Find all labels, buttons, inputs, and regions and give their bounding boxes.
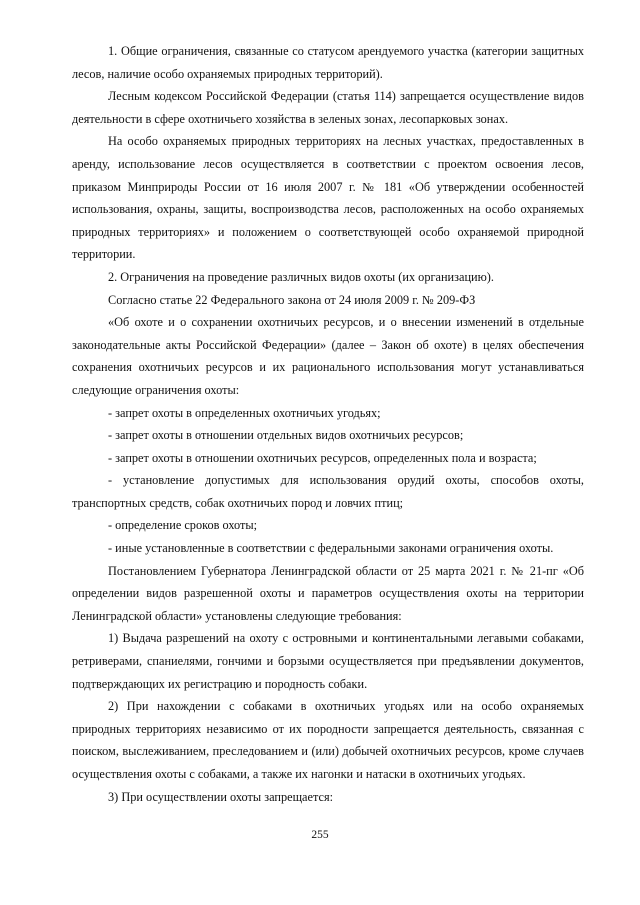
page-number: 255 bbox=[311, 829, 329, 841]
paragraph-forest-code: Лесным кодексом Российской Федерации (статья 114) запрещается осуществление видов деятельности в сфере охотничьего хозяйства в зеленых зонах, лесопарковых зонах. bbox=[72, 89, 584, 126]
list-item: - определение сроков охоты; bbox=[108, 518, 258, 533]
paragraph-requirement-3: 3) При осуществлении охоты запрещается: bbox=[108, 789, 334, 804]
paragraph-governor-decree: Постановлением Губернатора Ленинградской области от 25 марта 2021 г. № 21-пг «Об определении видов разрешенной охоты и параметров осуществления охоты на территории Ленинградской области» установлены следующие требования: bbox=[72, 563, 584, 623]
list-item: - установление допустимых для использования орудий охоты, способов охоты, транспортных средств, собак охотничьих пород и ловчих птиц; bbox=[72, 473, 584, 510]
paragraph-federal-law-ref: Согласно статье 22 Федерального закона от 24 июля 2009 г. № 209-ФЗ bbox=[108, 292, 476, 307]
paragraph-federal-law-title: «Об охоте и о сохранении охотничьих ресурсов, и о внесении изменений в отдельные законодательные акты Российской Федерации» (далее – Закон об охоте) в целях обеспечения сохранения охотничьих ресурсов и их рационального использования могут устанавливаться следующие ограничения охоты: bbox=[72, 315, 584, 397]
paragraph-general-restrictions: 1. Общие ограничения, связанные со статусом арендуемого участка (категории защитных лесов, наличие особо охраняемых природных территорий). bbox=[72, 44, 584, 81]
paragraph-requirement-1: 1) Выдача разрешений на охоту с островными и континентальными легавыми собаками, ретриверами, спаниелями, гончими и борзыми осуществляется при предъявлении документов, подтверждающих их регистрацию и породность собаки. bbox=[72, 631, 584, 691]
list-item: - запрет охоты в отношении охотничьих ресурсов, определенных пола и возраста; bbox=[108, 450, 537, 465]
list-item: - иные установленные в соответствии с федеральными законами ограничения охоты. bbox=[108, 541, 554, 556]
document-body bbox=[72, 40, 584, 808]
paragraph-requirement-2: 2) При нахождении с собаками в охотничьих угодьях или на особо охраняемых природных территориях независимо от их породности запрещается деятельность, связанная с поиском, выслеживанием, преследованием и (или) добычей охотничьих ресурсов, кроме случаев осуществления охоты с собаками, а также их нагонки и натаски в охотничьих угодьях. bbox=[72, 699, 584, 781]
list-item: - запрет охоты в определенных охотничьих угодьях; bbox=[108, 405, 381, 420]
paragraph-protected-territories: На особо охраняемых природных территориях на лесных участках, предоставленных в аренду, использование лесов осуществляется в соответствии с проектом освоения лесов, приказом Минприроды России от 16 июля 2007 г. № 181 «Об утверждении особенностей использования, охраны, защиты, воспроизводства лесов, расположенных на особо охраняемых природных территориях» и положением о соответствующей особо охраняемой природной территории. bbox=[72, 134, 584, 262]
list-item: - запрет охоты в отношении отдельных видов охотничьих ресурсов; bbox=[108, 428, 464, 443]
paragraph-hunting-restrictions-heading: 2. Ограничения на проведение различных видов охоты (их организацию). bbox=[108, 269, 494, 284]
